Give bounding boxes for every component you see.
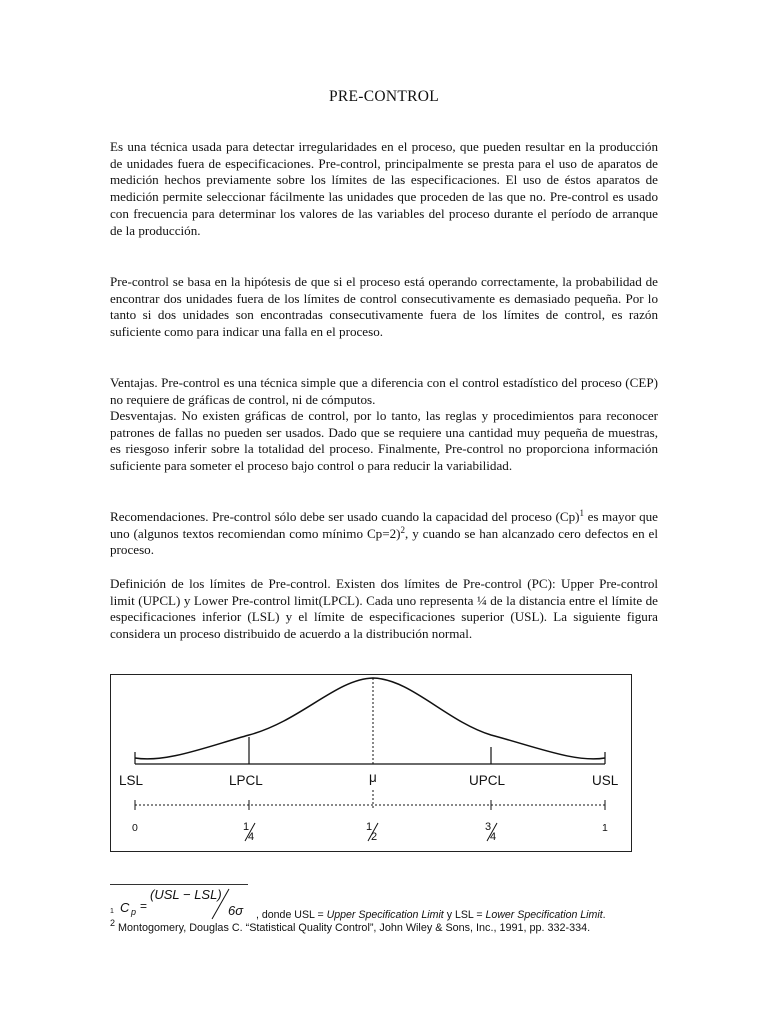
cp-numerator: (USL − LSL) — [150, 887, 222, 902]
normal-distribution-curve — [135, 678, 605, 759]
scale-label-one: 1 — [602, 822, 608, 834]
footnote-1-marker: 1 — [110, 908, 114, 915]
footnote-ref-2: 2 — [400, 524, 406, 535]
upcl-label: UPCL — [469, 773, 506, 788]
footnote-ref-1: 1 — [579, 508, 584, 518]
fraction-slash — [208, 888, 230, 920]
footnote-1 — [110, 887, 670, 927]
recommendations-text-1: Recomendaciones. Pre-control sólo debe ser usado cuando la capacidad del proceso (Cp) — [110, 509, 580, 524]
paragraph-recommendations — [110, 509, 658, 559]
footnote-separator — [110, 884, 248, 885]
paragraph-limits-definition: Definición de los límites de Pre-control. Existen dos límites de Pre-control (PC): Upper Pre-control limit (UPCL) y Lower Pre-control limit(LPCL). Cada uno representa ¼ de la distancia entre el límite de especificaciones inferior (LSL) y el límite de especificaciones superior (USL). La siguiente figura considera un proceso distribuido de acuerdo a la distribución normal. — [110, 576, 658, 642]
paragraph-advantages: Ventajas. Pre-control es una técnica simple que a diferencia con el control estadístico del proceso (CEP) no requiere de gráficas de control, ni de cómputos. — [110, 375, 658, 407]
usl-label: USL — [592, 773, 619, 788]
footnote-2 — [110, 918, 670, 934]
page-title: PRE-CONTROL — [328, 88, 440, 105]
scale-label-zero: 0 — [132, 822, 138, 834]
lsl-label: LSL — [119, 773, 144, 788]
paragraph-introduction: Es una técnica usada para detectar irregularidades en el proceso, que pueden resultar en la producción de unidades fuera de especificaciones. Pre-control, principalmente se presta para el uso de aparatos de medición hechos previamente sobre los límites de las especificaciones. El uso de éstos aparatos de medición permite seleccionar fácilmente las unidades que proceden de las que no. Pre-control es usado con frecuencia para determinar los valores de las variables del proceso durante el período de arranque de la producción. — [110, 139, 658, 238]
paragraph-hypothesis: Pre-control se basa en la hipótesis de que si el proceso está operando correctamente, la probabilidad de encontrar dos unidades fuera de los límites de control consecutivamente es demasiado pequeña. Por lo tanto si dos unidades son encontradas consecutivamente fuera de los límites de control, es razón suficiente como para indicar una falla en el proceso. — [110, 274, 658, 340]
cp-denominator: 6σ — [228, 903, 244, 918]
recommendations-text-3: , y cuando se han alcanzado cero defectos en el proceso. — [110, 525, 659, 558]
mu-label: μ — [369, 770, 377, 785]
cp-symbol: C — [120, 900, 130, 915]
cp-equals: = — [140, 899, 148, 913]
footnote-2-marker: 2 — [110, 918, 116, 928]
recommendations-text-2: es mayor que uno (algunos textos recomiendan como mínimo Cp=2) — [110, 509, 658, 541]
footnote-1-text: , donde USL = Upper Specification Limit y LSL = Lower Specification Limit. — [256, 909, 606, 921]
lpcl-label: LPCL — [229, 773, 263, 788]
precontrol-figure: LSL LPCL μ UPCL USL 0 1 4 1 2 3 4 1 — [110, 674, 632, 852]
paragraph-disadvantages: Desventajas. No existen gráficas de control, por lo tanto, las reglas y procedimientos para reconocer patrones de fallas no pueden ser usados. Dado que se requiere una cantidad muy pequeña de muestras, es riesgoso inferir sobre la totalidad del proceso. Finalmente, Pre-control no proporciona información suficiente para someter el proceso bajo control o para reducir la variabilidad. — [110, 408, 658, 474]
cp-subscript: p — [131, 907, 137, 917]
footnote-2-text: Montogomery, Douglas C. “Statistical Quality Control”, John Wiley & Sons, Inc., 1991, pp. 332-334. — [118, 922, 591, 934]
